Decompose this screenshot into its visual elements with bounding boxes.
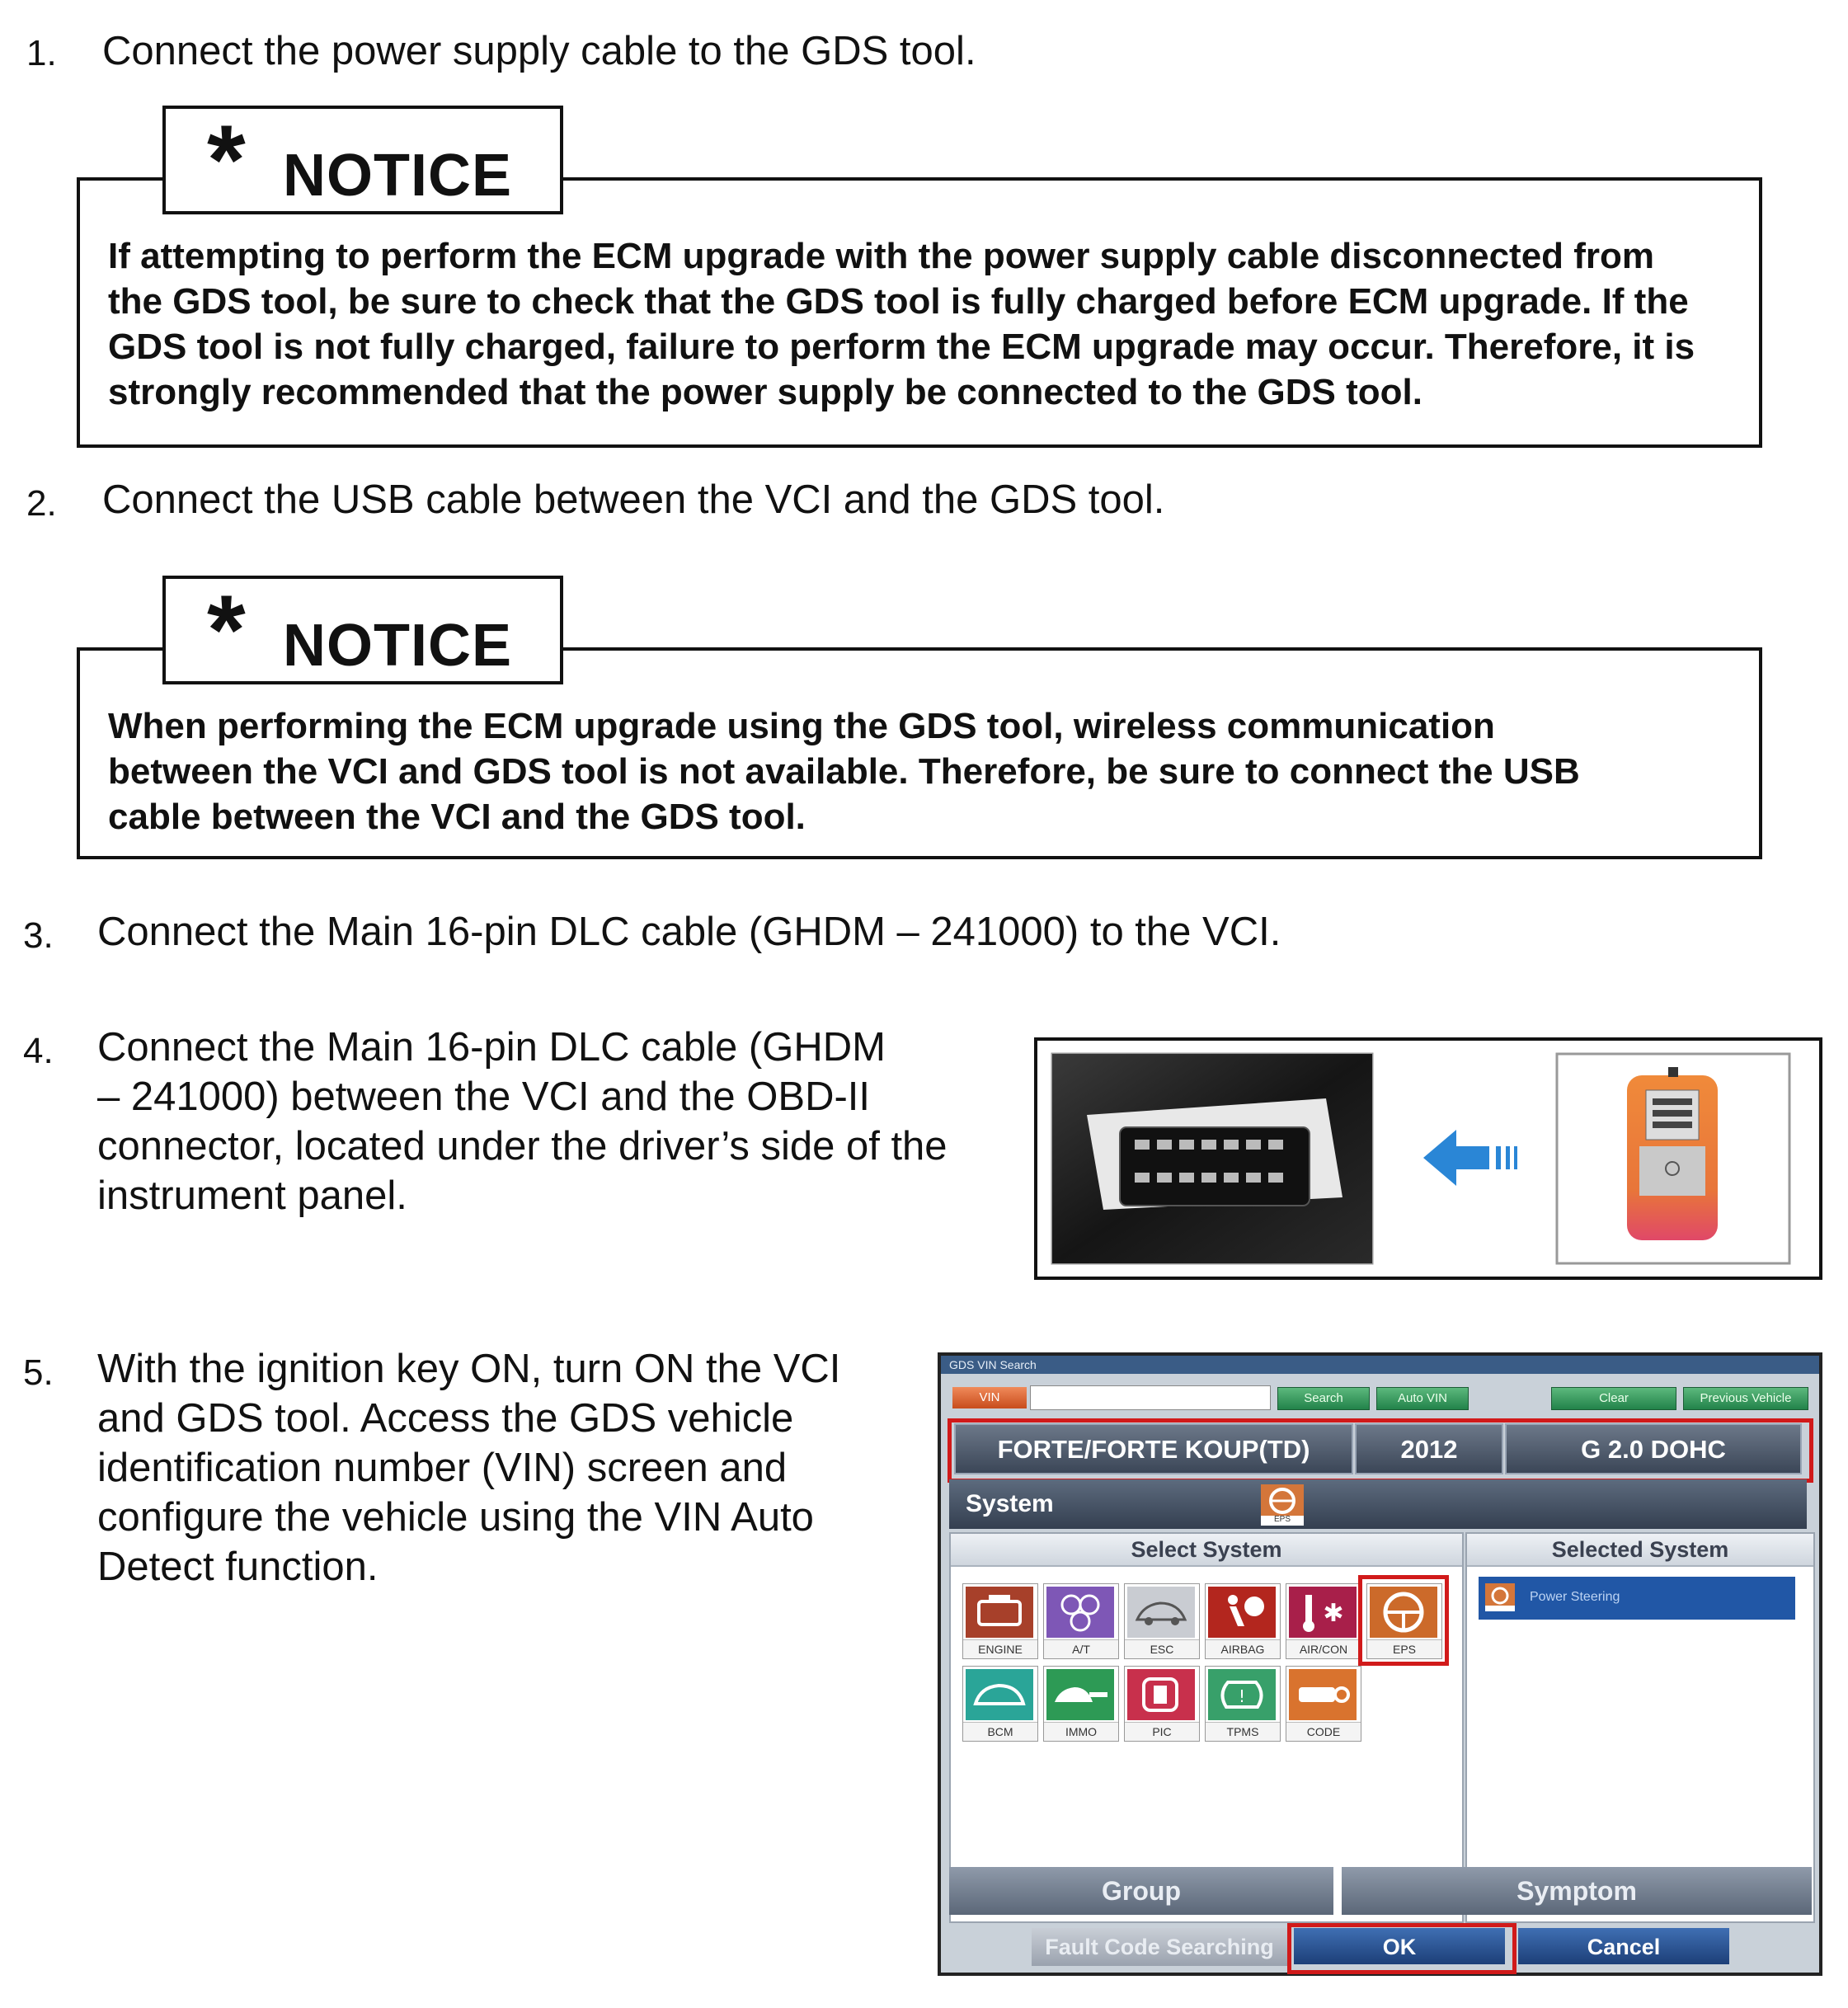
- selected-system-item[interactable]: [1479, 1577, 1795, 1620]
- asterisk-icon: *: [207, 575, 246, 685]
- step-1-text: Connect the power supply cable to the GDS tool.: [102, 29, 976, 73]
- select-system-heading: Select System: [951, 1534, 1462, 1567]
- vin-button[interactable]: VIN: [952, 1387, 1027, 1408]
- svg-text:!: !: [1238, 1686, 1246, 1706]
- group-button[interactable]: Group: [949, 1867, 1333, 1915]
- airbag-label: AIRBAG: [1206, 1639, 1280, 1658]
- step-3-text: Connect the Main 16-pin DLC cable (GHDM – 241000) to the VCI.: [97, 910, 1281, 954]
- system-bar: [949, 1479, 1807, 1529]
- step-4-line: – 241000) between the VCI and the OBD-II: [97, 1075, 871, 1119]
- step-4-number: 4.: [23, 1031, 54, 1071]
- clear-button[interactable]: Clear: [1551, 1387, 1676, 1410]
- notice-2-line: cable between the VCI and the GDS tool.: [108, 797, 806, 837]
- engine-icon: [966, 1587, 1033, 1638]
- auto-vin-button[interactable]: Auto VIN: [1376, 1387, 1469, 1410]
- notice-1-label: NOTICE: [283, 143, 513, 209]
- thermometer-snowflake-icon: [1289, 1587, 1357, 1638]
- vehicle-model-cell[interactable]: FORTE/FORTE KOUP(TD): [954, 1423, 1353, 1474]
- step-4-line: connector, located under the driver’s side of the: [97, 1124, 948, 1169]
- bcm-system-button[interactable]: [962, 1666, 1038, 1742]
- at-system-button[interactable]: [1043, 1583, 1119, 1659]
- step-4-line: instrument panel.: [97, 1173, 407, 1218]
- notice-1-header: [162, 106, 563, 214]
- vehicle-engine-cell[interactable]: G 2.0 DOHC: [1505, 1423, 1802, 1474]
- step-2-number: 2.: [26, 483, 57, 524]
- gear-icon: [1046, 1587, 1114, 1638]
- aircon-system-button[interactable]: [1286, 1583, 1361, 1659]
- smart-key-icon: [1127, 1669, 1195, 1720]
- ok-button[interactable]: OK: [1294, 1928, 1505, 1964]
- eps-badge-label: EPS: [1273, 1515, 1291, 1524]
- bcm-label: BCM: [963, 1722, 1037, 1741]
- engine-system-button[interactable]: [962, 1583, 1038, 1659]
- car-key-icon: [1046, 1669, 1114, 1720]
- selected-system-panel: [1465, 1532, 1815, 1923]
- vehicle-year-cell[interactable]: 2012: [1355, 1423, 1503, 1474]
- esc-system-button[interactable]: [1124, 1583, 1200, 1659]
- notice-2-line: When performing the ECM upgrade using the GDS tool, wireless communication: [108, 706, 1495, 746]
- eps-label: EPS: [1367, 1639, 1441, 1658]
- step-5-line: and GDS tool. Access the GDS vehicle: [97, 1396, 794, 1441]
- select-system-panel: [949, 1532, 1464, 1923]
- notice-2-label: NOTICE: [283, 613, 513, 679]
- at-label: A/T: [1044, 1639, 1118, 1658]
- obd-connector-photo: [1037, 1041, 1819, 1277]
- svg-text:✱: ✱: [1323, 1599, 1344, 1628]
- step-1-number: 1.: [26, 33, 57, 73]
- notice-2-body: [108, 703, 1749, 839]
- eps-highlight: [1358, 1575, 1449, 1666]
- gds-window-title: GDS VIN Search: [941, 1356, 1819, 1374]
- car-skid-icon: [1127, 1587, 1195, 1638]
- tire-pressure-icon: [1208, 1669, 1276, 1720]
- selected-system-heading: Selected System: [1467, 1534, 1813, 1567]
- fault-code-searching-button[interactable]: Fault Code Searching: [1032, 1928, 1287, 1966]
- system-label: System: [966, 1490, 1054, 1517]
- airbag-system-button[interactable]: [1205, 1583, 1281, 1659]
- notice-1-body: [108, 233, 1749, 415]
- step-5-line: identification number (VIN) screen and: [97, 1446, 788, 1490]
- step-5-line: Detect function.: [97, 1545, 379, 1589]
- immo-label: IMMO: [1044, 1722, 1118, 1741]
- vin-input[interactable]: [1030, 1385, 1271, 1410]
- step-2-text: Connect the USB cable between the VCI and the GDS tool.: [102, 477, 1165, 522]
- step-3-number: 3.: [23, 915, 54, 956]
- connection-figure: [1034, 1037, 1822, 1280]
- tpms-system-button[interactable]: [1205, 1666, 1281, 1742]
- esc-label: ESC: [1125, 1639, 1199, 1658]
- pic-system-button[interactable]: [1124, 1666, 1200, 1742]
- notice-2-header: [162, 576, 563, 684]
- code-label: CODE: [1286, 1722, 1361, 1741]
- pic-label: PIC: [1125, 1722, 1199, 1741]
- step-4-line: Connect the Main 16-pin DLC cable (GHDM: [97, 1025, 886, 1070]
- step-5-line: configure the vehicle using the VIN Auto: [97, 1495, 814, 1540]
- notice-1-line: strongly recommended that the power supply be connected to the GDS tool.: [108, 372, 1422, 412]
- previous-vehicle-button[interactable]: Previous Vehicle: [1683, 1387, 1808, 1410]
- engine-label: ENGINE: [963, 1639, 1037, 1658]
- asterisk-icon: *: [207, 105, 246, 215]
- step-5-number: 5.: [23, 1352, 54, 1393]
- step-4-text: [97, 1023, 1004, 1220]
- search-button[interactable]: Search: [1277, 1387, 1370, 1410]
- selected-system-item-label: Power Steering: [1530, 1590, 1620, 1604]
- notice-1-box: [77, 177, 1762, 448]
- aircon-label: AIR/CON: [1286, 1639, 1361, 1658]
- symptom-button[interactable]: Symptom: [1342, 1867, 1812, 1915]
- notice-1-line: the GDS tool, be sure to check that the GDS tool is fully charged before ECM upgrade. If the: [108, 281, 1689, 322]
- step-5-line: With the ignition key ON, turn ON the VCI: [97, 1347, 841, 1391]
- code-key-icon: [1289, 1669, 1357, 1720]
- selected-eps-icon: [1485, 1583, 1515, 1611]
- tpms-label: TPMS: [1206, 1722, 1280, 1741]
- arrow-left-icon: [1423, 1130, 1517, 1186]
- cancel-button[interactable]: Cancel: [1518, 1928, 1729, 1964]
- car-body-icon: [966, 1669, 1033, 1720]
- immo-system-button[interactable]: [1043, 1666, 1119, 1742]
- notice-1-line: If attempting to perform the ECM upgrade with the power supply cable disconnected from: [108, 236, 1655, 276]
- airbag-icon: [1208, 1587, 1276, 1638]
- vci-device-icon: [1627, 1067, 1718, 1240]
- code-system-button[interactable]: [1286, 1666, 1361, 1742]
- gds-vin-screen: [938, 1352, 1822, 1976]
- eps-badge-icon: [1261, 1484, 1304, 1526]
- notice-1-line: GDS tool is not fully charged, failure to perform the ECM upgrade may occur. Therefore, it is: [108, 327, 1695, 367]
- step-5-text: [97, 1344, 905, 1592]
- notice-2-line: between the VCI and GDS tool is not available. Therefore, be sure to connect the USB: [108, 751, 1580, 792]
